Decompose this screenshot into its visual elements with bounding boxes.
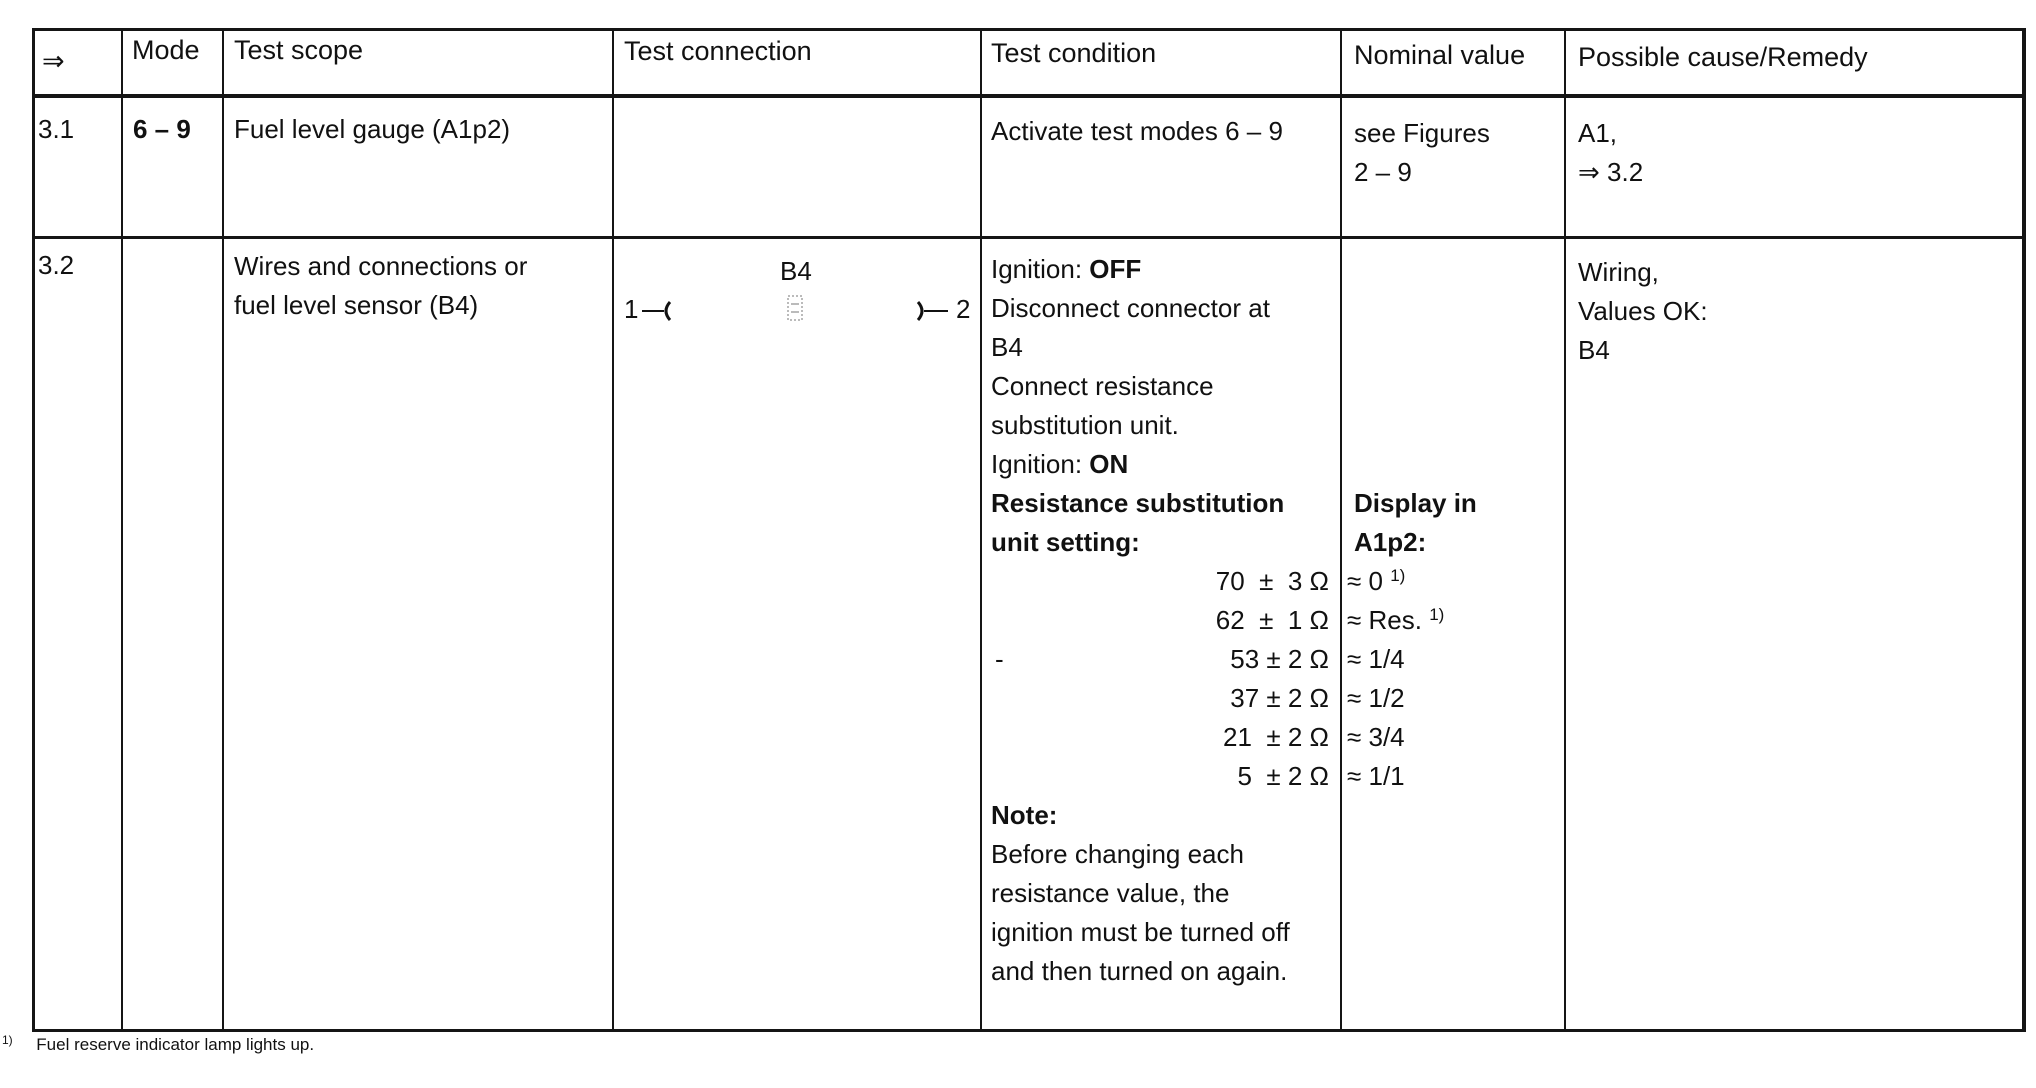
remedy: Wiring, Values OK: B4 [1578,257,1708,365]
header-arrow: ⇒ [42,46,65,76]
connector-plug-right-icon [916,296,950,326]
header-test-condition: Test condition [991,38,1157,68]
value-row [992,601,1547,640]
table-border-left [32,28,35,1032]
stray-mark: - [995,644,1004,674]
resistance-setting: 21 ± 2 Ω [1223,722,1329,752]
footnote: $^{1)}$ Fuel reserve indicator lamp lights up. [2,1033,315,1054]
display-reading: ≈ 1/2 [1347,683,1405,713]
resistance-setting: 70 ± 3 Ω [1215,566,1329,596]
display-reading: ≈ Res. $^{1)}$ [1347,605,1445,635]
display-reading: ≈ 0 $^{1)}$ [1347,566,1406,596]
test-scope: Fuel level gauge (A1p2) [234,114,511,144]
resistance-setting: 5 ± 2 Ω [1237,761,1329,791]
sensor-icon [786,294,806,324]
step-number: 3.2 [38,250,75,280]
value-row [992,718,1547,757]
remedy: A1, ⇒ 3.2 [1578,118,1644,187]
header-test-connection: Test connection [624,36,812,66]
column-divider [1340,28,1342,1032]
header-remedy: Possible cause/Remedy [1578,42,1868,72]
column-divider [121,28,123,1032]
table-border-right [2022,28,2026,1032]
resistance-setting: 62 ± 1 Ω [1215,605,1329,635]
test-condition: Activate test modes 6 – 9 [991,116,1283,146]
display-reading: ≈ 3/4 [1347,722,1405,752]
nominal-value: see Figures 2 – 9 [1354,118,1490,187]
column-divider [1564,28,1566,1032]
header-nominal-value: Nominal value [1354,40,1526,70]
display-reading: ≈ 1/1 [1347,761,1405,791]
display-reading: ≈ 1/4 [1347,644,1405,674]
test-scope: Wires and connections or fuel level sensor (B4) [234,251,528,320]
pin-left-label: 1 [624,294,639,324]
note: Note: Before changing each resistance value, the ignition must be turned off and then turned on again. [991,800,1290,986]
value-row [992,679,1547,718]
header-test-scope: Test scope [234,35,364,65]
column-divider [222,28,224,1032]
resistance-setting: 37 ± 2 Ω [1230,683,1329,713]
test-condition: Ignition: OFF Disconnect connector at B4 Connect resistance substitution unit. Ignition: ON Resistance substitution unit setting: [991,254,1285,557]
row-divider [32,236,2026,239]
value-row [992,757,1547,796]
header-mode: Mode [132,35,200,65]
column-divider [612,28,614,1032]
value-row [992,640,1547,679]
test-mode: 6 – 9 [133,114,191,144]
resistance-setting: 53 ± 2 Ω [1230,644,1329,674]
resistance-table [992,562,1547,796]
pin-right-label: 2 [956,294,971,324]
connector-plug-left-icon [642,296,672,326]
nominal-value: Display in A1p2: [1354,488,1477,557]
connector-diagram [620,252,975,332]
value-row [992,562,1547,601]
table-border-bottom [32,1029,2026,1032]
component-label: B4 [780,256,812,286]
step-number: 3.1 [38,114,75,144]
header-divider [32,94,2026,98]
column-divider [980,28,982,1032]
